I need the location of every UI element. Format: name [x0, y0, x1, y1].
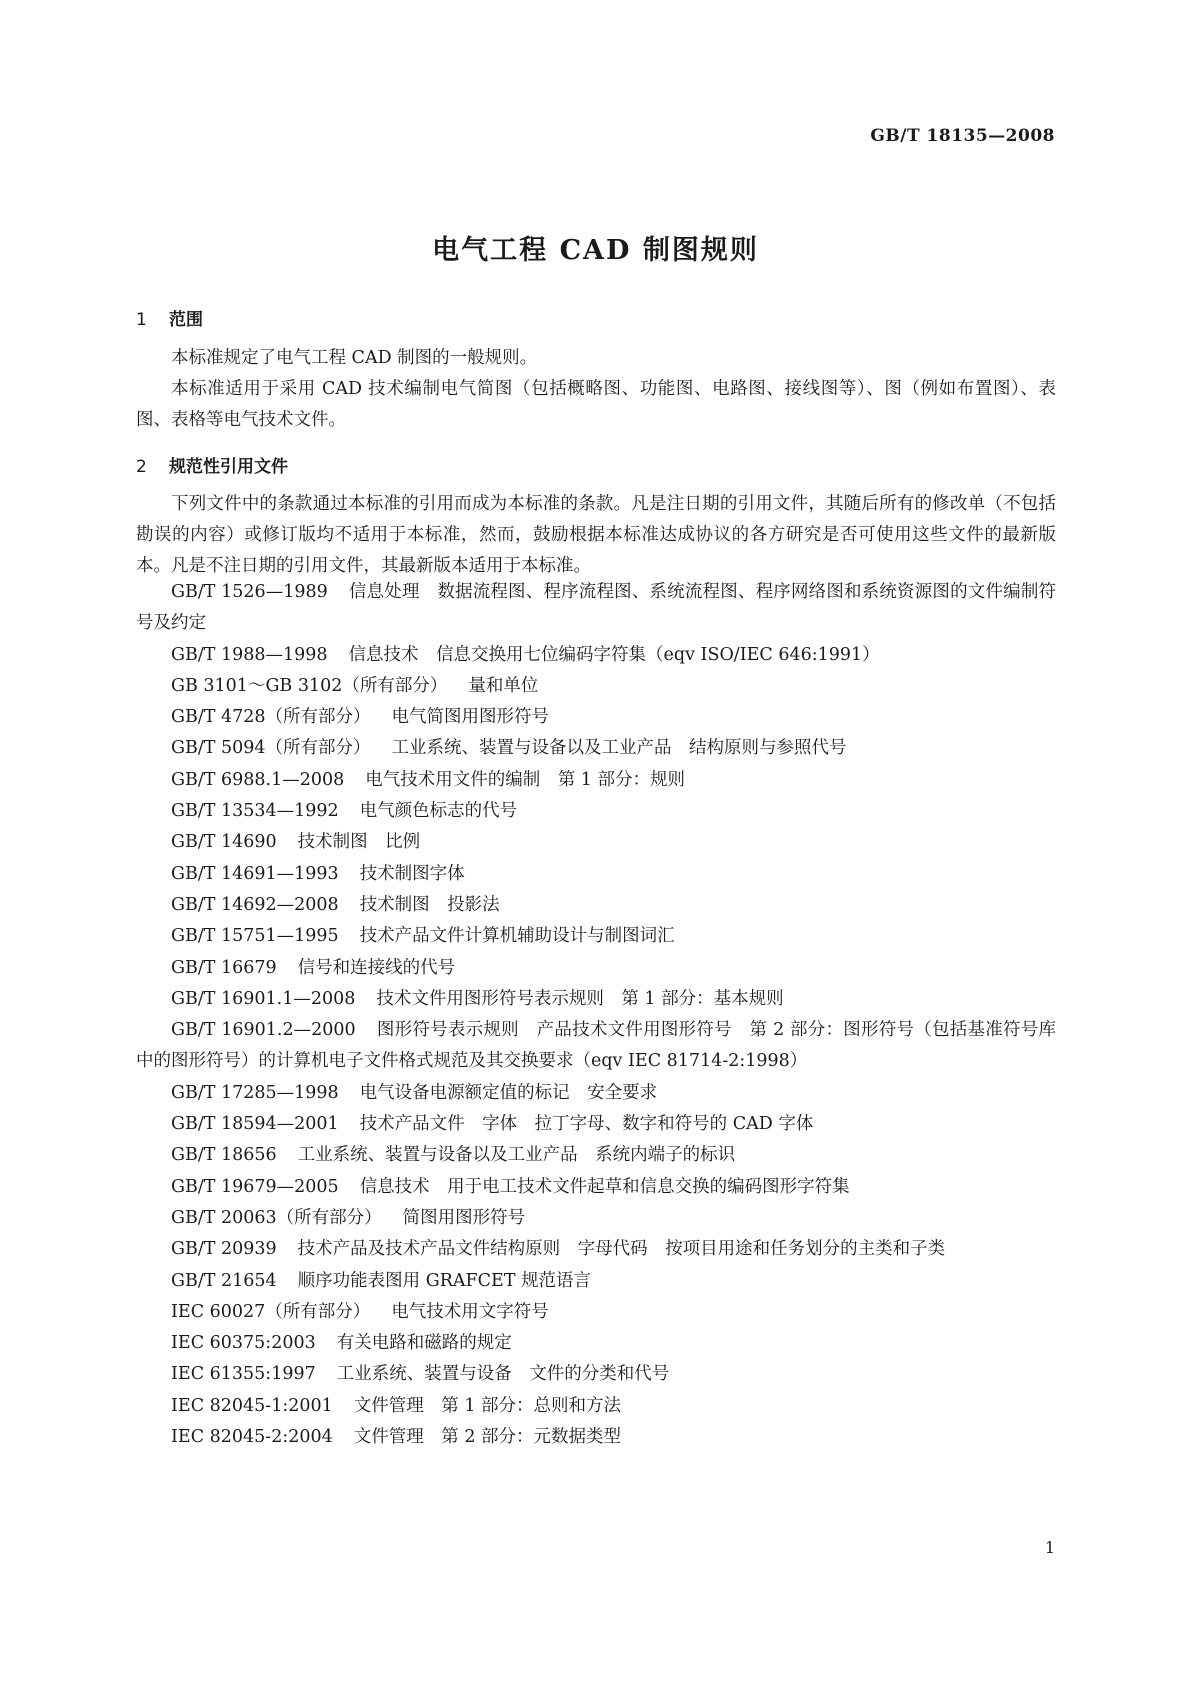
reference-code: GB/T 17285—1998 — [171, 1082, 339, 1103]
reference-code: GB 3101～GB 3102（所有部分） — [171, 675, 448, 696]
reference-title: 信息技术 用于电工技术文件起草和信息交换的编码图形字符集 — [359, 1176, 850, 1197]
reference-title: 工业系统、装置与设备以及工业产品 结构原则与参照代号 — [391, 738, 847, 759]
reference-item — [136, 1078, 1056, 1109]
reference-title: 文件管理 第 2 部分：元数据类型 — [353, 1427, 622, 1448]
reference-title: 电气简图用图形符号 — [391, 707, 550, 728]
document-title: 电气工程 CAD 制图规则 — [432, 235, 759, 266]
reference-title: 量和单位 — [468, 675, 539, 696]
reference-title: 简图用图形符号 — [402, 1207, 526, 1228]
section-2-heading — [136, 452, 288, 477]
reference-item — [136, 765, 1056, 796]
reference-item — [136, 1359, 1056, 1390]
reference-item — [136, 702, 1056, 733]
reference-code: GB/T 16679 — [171, 957, 277, 978]
reference-code: GB/T 1988—1998 — [171, 644, 328, 665]
section-1-title: 范围 — [169, 310, 203, 330]
reference-code: IEC 82045-1:2001 — [171, 1395, 333, 1416]
reference-code: GB/T 18656 — [171, 1145, 277, 1166]
reference-title: 技术产品及技术产品文件结构原则 字母代码 按项目用途和任务划分的主类和子类 — [297, 1239, 946, 1260]
reference-title: 电气设备电源额定值的标记 安全要求 — [359, 1082, 658, 1103]
reference-title: 技术产品文件计算机辅助设计与制图词汇 — [359, 926, 675, 947]
reference-code: IEC 60027（所有部分） — [171, 1301, 371, 1322]
reference-code: GB/T 14692—2008 — [171, 894, 339, 915]
reference-title: 有关电路和磁路的规定 — [336, 1333, 512, 1354]
reference-title: 顺序功能表图用 GRAFCET 规范语言 — [297, 1270, 592, 1291]
section-1-paragraph: 本标准适用于采用 CAD 技术编制电气简图（包括概略图、功能图、电路图、接线图等）、图（例如布置图）、表图、表格等电气技术文件。 — [136, 379, 1056, 430]
section-1-heading — [136, 305, 203, 330]
reference-item — [136, 890, 1056, 921]
reference-code: IEC 60375:2003 — [171, 1333, 316, 1354]
reference-title: 图形符号表示规则 产品技术文件用图形符号 第 2 部分：图形符号（包括基准符号库中的图形符号）的计算机电子文件格式规范及其交换要求（eqv IEC 81714-2:1998） — [136, 1020, 1056, 1072]
reference-code: IEC 82045-2:2004 — [171, 1427, 333, 1448]
reference-code: GB/T 13534—1992 — [171, 801, 339, 822]
reference-title: 电气颜色标志的代号 — [359, 801, 518, 822]
reference-code: GB/T 6988.1—2008 — [171, 769, 345, 790]
reference-title: 技术制图字体 — [359, 863, 465, 884]
reference-code: GB/T 16901.1—2008 — [171, 988, 356, 1009]
reference-item — [136, 827, 1056, 858]
reference-item — [136, 671, 1056, 702]
reference-item — [136, 984, 1056, 1015]
reference-title: 信号和连接线的代号 — [297, 957, 456, 978]
reference-title: 工业系统、装置与设备以及工业产品 系统内端子的标识 — [297, 1145, 736, 1166]
reference-code: GB/T 14690 — [171, 832, 277, 853]
reference-title: 信息技术 信息交换用七位编码字符集（eqv ISO/IEC 646:1991） — [348, 644, 880, 665]
reference-code: GB/T 21654 — [171, 1270, 277, 1291]
reference-item — [136, 1391, 1056, 1422]
reference-item — [136, 577, 1056, 640]
section-1-number: 1 — [136, 310, 147, 330]
reference-item — [136, 921, 1056, 952]
reference-item — [136, 796, 1056, 827]
reference-item — [136, 733, 1056, 764]
section-2-number: 2 — [136, 457, 147, 477]
reference-list — [136, 577, 1056, 1453]
reference-item — [136, 953, 1056, 984]
reference-code: GB/T 20063（所有部分） — [171, 1207, 382, 1228]
section-2-intro — [136, 489, 1056, 582]
reference-code: GB/T 14691—1993 — [171, 863, 339, 884]
reference-code: GB/T 15751—1995 — [171, 926, 339, 947]
reference-code: GB/T 20939 — [171, 1239, 277, 1260]
reference-item — [136, 1422, 1056, 1453]
reference-code: GB/T 18594—2001 — [171, 1114, 339, 1135]
reference-item — [136, 1266, 1056, 1297]
reference-item — [136, 640, 1056, 671]
reference-item — [136, 1109, 1056, 1140]
reference-title: 工业系统、装置与设备 文件的分类和代号 — [336, 1364, 670, 1385]
section-1-body — [136, 343, 1056, 436]
section-2-title: 规范性引用文件 — [169, 457, 288, 477]
reference-code: GB/T 1526—1989 — [171, 582, 328, 602]
page-number: 1 — [1044, 1538, 1055, 1557]
reference-code: GB/T 19679—2005 — [171, 1176, 339, 1197]
reference-title: 文件管理 第 1 部分：总则和方法 — [353, 1395, 622, 1416]
reference-item — [136, 1234, 1056, 1265]
reference-title: 技术产品文件 字体 拉丁字母、数字和符号的 CAD 字体 — [359, 1114, 814, 1135]
reference-title: 技术制图 比例 — [297, 832, 421, 853]
reference-title: 电气技术用文字符号 — [391, 1301, 549, 1322]
reference-item — [136, 1328, 1056, 1359]
reference-title: 信息处理 数据流程图、程序流程图、系统流程图、程序网络图和系统资源图的文件编制符号及约定 — [136, 582, 1057, 634]
reference-item — [136, 1297, 1056, 1328]
reference-item — [136, 1140, 1056, 1171]
section-1-paragraph: 本标准规定了电气工程 CAD 制图的一般规则。 — [171, 348, 538, 368]
reference-code: GB/T 16901.2—2000 — [171, 1020, 356, 1041]
reference-title: 技术制图 投影法 — [359, 894, 500, 915]
reference-item — [136, 859, 1056, 890]
reference-item — [136, 1203, 1056, 1234]
section-2-intro-paragraph: 下列文件中的条款通过本标准的引用而成为本标准的条款。凡是注日期的引用文件，其随后所有的修改单（不包括勘误的内容）或修订版均不适用于本标准，然而，鼓励根据本标准达成协议的各方研究是否可使用这些文件的最新版本。凡是不注日期的引用文件，其最新版本适用于本标准。 — [136, 494, 1056, 576]
reference-code: IEC 61355:1997 — [171, 1364, 316, 1385]
reference-code: GB/T 5094（所有部分） — [171, 738, 371, 759]
reference-title: 电气技术用文件的编制 第 1 部分：规则 — [365, 769, 686, 790]
reference-code: GB/T 4728（所有部分） — [171, 707, 371, 728]
reference-title: 技术文件用图形符号表示规则 第 1 部分：基本规则 — [376, 988, 784, 1009]
reference-item — [136, 1172, 1056, 1203]
reference-item — [136, 1015, 1056, 1078]
standard-code: GB/T 18135—2008 — [870, 126, 1055, 146]
